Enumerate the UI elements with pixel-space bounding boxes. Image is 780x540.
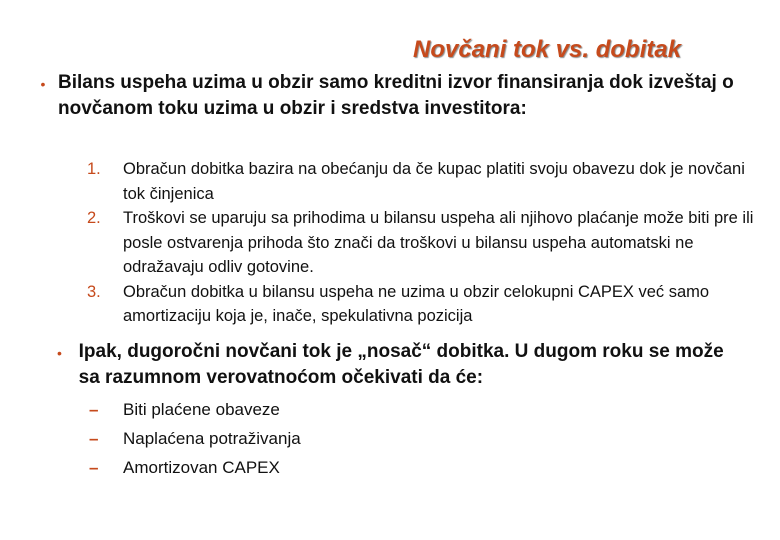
list-number: 3. (87, 282, 101, 301)
bullet-marker: • (57, 345, 62, 361)
list-item-text: Amortizovan CAPEX (123, 458, 280, 477)
list-item-text: Troškovi se uparuju sa prihodima u bilansu uspeha ali njihovo plaćanje može biti pre ili posle ostvarenja prihoda što znači da troškovi u bilansu uspeha automatski ne odražavaju odliv gotovine. (123, 209, 754, 276)
list-item (87, 280, 757, 329)
bullet-text: Bilans uspeha uzima u obzir samo kreditni izvor finansiranja dok izveštaj o novčanom toku uzima u obzir i sredstva investitora: (58, 72, 734, 119)
dash-marker: – (89, 458, 99, 477)
numbered-list (87, 157, 757, 329)
list-item (89, 424, 301, 453)
list-number: 2. (87, 209, 101, 227)
list-item-text: Obračun dobitka bazira na obećanju da če kupac platiti svoju obavezu dok je novčani tok činjenica (123, 160, 745, 203)
list-item (87, 206, 757, 280)
slide-title: Novčani tok vs. dobitak (413, 36, 682, 63)
list-item-text: Biti plaćene obaveze (123, 400, 280, 419)
main-bullet-1 (28, 70, 748, 122)
list-item-text: Naplaćena potraživanja (123, 429, 301, 448)
dash-marker: – (89, 429, 99, 448)
bullet-marker: • (40, 76, 46, 92)
list-item-text: Obračun dobitka u bilansu uspeha ne uzima u obzir celokupni CAPEX već samo amortizaciju koja je, inače, spekulativna pozicija (123, 282, 710, 325)
list-item (87, 157, 757, 206)
dash-list (89, 395, 301, 482)
dash-marker: – (89, 400, 99, 419)
list-number: 1. (87, 160, 101, 178)
list-item (89, 453, 301, 482)
bullet-text: Ipak, dugoročni novčani tok je „nosač“ dobitka. U dugom roku se može sa razumnom verovatnoćom očekivati da će: (78, 341, 724, 388)
main-bullet-2 (50, 339, 750, 391)
list-item (89, 395, 301, 424)
